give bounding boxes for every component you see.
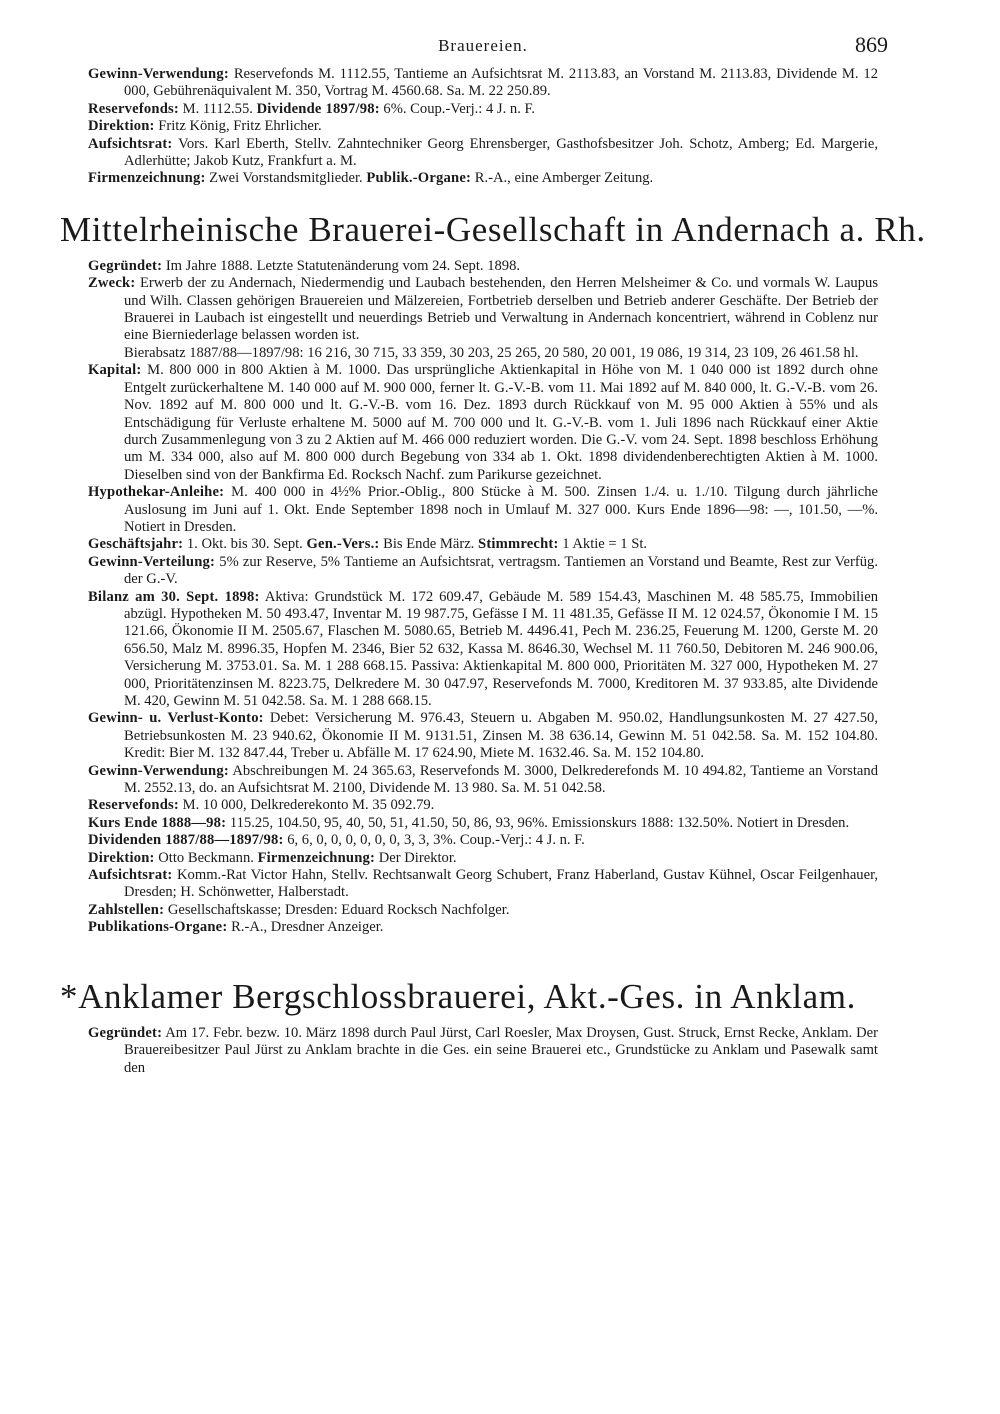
entry-key: Bilanz am 30. Sept. 1898: [88, 588, 260, 605]
entry-key: Gewinn-Verteilung: [88, 553, 216, 570]
entry [88, 710, 878, 762]
entry-text: R.-A., eine Amberger Zeitung. [474, 170, 654, 187]
entry-text: Der Direktor. [378, 849, 457, 866]
entry [88, 275, 878, 345]
entry-key: Reservefonds: [88, 797, 179, 814]
entry-key: Publik.-Organe: [366, 170, 472, 187]
entry-text: Fritz König, Fritz Ehrlicher. [158, 118, 322, 135]
running-head [88, 32, 888, 66]
entry-key: Gegründet: [88, 1024, 163, 1041]
entry-text: Reservefonds M. 1112.55, Tantieme an Aufsichtsrat M. 2113.83, an Vorstand M. 2113.83, Dividende M. 12 000, Gebührenäquivalent M. 350, Vortrag M. 4560.68. Sa. M. 22 250.89. [124, 66, 878, 100]
page-number: 869 [855, 32, 888, 57]
entry-key: Firmenzeichnung: [257, 849, 376, 866]
entry-text: M. 400 000 in 4½% Prior.-Oblig., 800 Stücke à M. 500. Zinsen 1./4. u. 1./10. Tilgung durch jährliche Auslosung im Juni auf 1. Okt. Ende September 1898 noch in Umlauf M. 327 000. Kurs Ende 1896—98: —, 101.50, —%. Notiert in Dresden. [124, 484, 878, 535]
entry-text: Zwei Vorstandsmitglieder. [209, 170, 363, 187]
entry-text: M. 1112.55. [182, 100, 253, 117]
entry-key: Gegründet: [88, 257, 163, 274]
page [60, 32, 926, 1077]
entry-text: 1 Aktie = 1 St. [562, 536, 648, 553]
entry-key: Geschäftsjahr: [88, 536, 184, 553]
entry-text: Bis Ende März. [383, 536, 475, 553]
entry-text: Abschreibungen M. 24 365.63, Reservefonds M. 3000, Delkrederefonds M. 10 494.82, Tantieme an Vorstand M. 2552.13, do. an Aufsichtsrat M. 2100, Dividende M. 13 980. Sa. M. 51 042.58. [124, 762, 878, 797]
entry-key: Reservefonds: [88, 100, 179, 117]
entry [88, 850, 878, 867]
entry [88, 832, 878, 849]
entry-text: 6, 6, 0, 0, 0, 0, 0, 0, 3, 3, 3%. Coup.-Verj.: 4 J. n. F. [287, 832, 585, 849]
entry-text: Am 17. Febr. bezw. 10. März 1898 durch Paul Jürst, Carl Roesler, Max Droysen, Gust. Struck, Ernst Recke, Anklam. Der Brauereibesitzer Paul Jürst zu Anklam brachte in die Ges. ein seine Brauerei etc., Grundstücke zu Anklam und Pasewalk samt den [124, 1024, 879, 1076]
entry [88, 815, 878, 832]
entry-key: Dividende 1897/98: [256, 100, 380, 117]
entry [88, 536, 878, 553]
entry-key: Stimmrecht: [478, 536, 559, 553]
entry [88, 763, 878, 798]
entry [88, 118, 878, 135]
entry-text: Debet: Versicherung M. 976.43, Steuern u. Abgaben M. 950.02, Handlungsunkosten M. 27 427.50, Betriebsunkosten M. 23 940.62, Ökonomie II M. 9131.51, Zinsen M. 38 636.14, Gewinn M. 51 042.58. Sa. M. 152 104.80. Kredit: Bier M. 132 847.44, Treber u. Abfälle M. 17 624.90, Miete M. 1632.46. Sa. M. 152 104.80. [124, 710, 878, 762]
company-section [88, 258, 878, 937]
entry-text: Otto Beckmann. [158, 849, 254, 866]
entry [88, 554, 878, 589]
entry [88, 797, 878, 814]
entry-key: Gewinn-Verwendung: [88, 66, 229, 82]
company-section [88, 1025, 878, 1077]
entry-key: Gen.-Vers.: [306, 536, 380, 553]
entry-key: Zweck: [88, 275, 136, 292]
entry-key: Gewinn- u. Verlust-Konto: [88, 710, 264, 727]
entry-text: 115.25, 104.50, 95, 40, 50, 51, 41.50, 50, 86, 93, 96%. Emissionskurs 1888: 132.50%. Notiert in Dresden. [229, 814, 850, 831]
entry [88, 170, 878, 187]
entry [88, 136, 878, 171]
entry-text: 6%. Coup.-Verj.: 4 J. n. F. [383, 100, 536, 117]
entry [88, 902, 878, 919]
entry-text: M. 800 000 in 800 Aktien à M. 1000. Das ursprüngliche Aktienkapital in Höhe von M. 1 040 000 ist 1892 durch ohne Entgelt zurückerhaltene M. 140 000 auf M. 900 000, ferner lt. G.-V.-B. vom 11. Mai 1892 auf M. 840 000, lt. G.-V.-B. vom 26. Nov. 1892 auf M. 800 000 und lt. G.-V.-B. vom 16. Dez. 1893 durch Rückkauf von M. 95 000 Aktien à 55% und als Entschädigung für Verluste erhaltene M. 5000 auf M. 700 000 und lt. G.-V.-B. vom 1. Juli 1896 nach Rückkauf einer Aktie durch Zusammenlegung von 3 zu 2 Aktien auf M. 466 000 reduziert worden. Die G.-V. vom 24. Sept. 1898 beschloss Erhöhung um M. 334 000, also auf M. 800 000 durch Begebung von 334 ab 1. Okt. 1898 dividendenberechtigten Aktien à M. 1000. Dieselben sind von der Bankfirma Ed. Rocksch Nachf. zum Parikurse gezeichnet. [124, 362, 878, 483]
entry-key: Kapital: [88, 362, 142, 379]
entry [88, 362, 878, 484]
entry-key: Kurs Ende 1888—98: [88, 814, 227, 831]
entry [88, 345, 878, 362]
entry-key: Zahlstellen: [88, 901, 165, 918]
entry-text: Im Jahre 1888. Letzte Statutenänderung vom 24. Sept. 1898. [165, 257, 521, 274]
entry-text: Erwerb der zu Andernach, Niedermendig und Laubach bestehenden, den Herren Melsheimer & Co. und vormals W. Laupus und Wilh. Classen gehörigen Brauereien und Mälzereien, Fortbetrieb derselben und Betrieb anderer Geschäfte. Der Betrieb der Brauerei in Laubach ist eingestellt und neuerdings Betrieb und Verwaltung in Andernach koncentriert, während in Coblenz nur eine Bierniederlage belassen worden ist. [124, 275, 878, 344]
entry [88, 484, 878, 536]
entry [88, 867, 878, 902]
entry-text: Gesellschaftskasse; Dresden: Eduard Rocksch Nachfolger. [167, 901, 510, 918]
entry [88, 258, 878, 275]
prev-company-section [88, 66, 878, 188]
entry [88, 589, 878, 711]
entry-key: Direktion: [88, 849, 155, 866]
entry-key: Direktion: [88, 118, 155, 135]
entry-key: Firmenzeichnung: [88, 170, 206, 187]
entry [88, 101, 878, 118]
entry-text: 5% zur Reserve, 5% Tantieme an Aufsichtsrat, vertragsm. Tantiemen an Vorstand und Beamte, Rest zur Verfüg. der G.-V. [124, 553, 878, 588]
entry-key: Publikations-Organe: [88, 919, 228, 936]
entry-text: Vors. Karl Eberth, Stellv. Zahntechniker Georg Ehrensberger, Gasthofsbesitzer Joh. Schotz, Amberg; Ed. Margerie, Adlerhütte; Jakob Kutz, Frankfurt a. M. [124, 135, 878, 170]
entry-key: Gewinn-Verwendung: [88, 762, 229, 779]
entry-key: Aufsichtsrat: [88, 135, 173, 152]
company-title: Mittelrheinische Brauerei-Gesellschaft in Andernach a. Rh. [60, 209, 926, 249]
entry [88, 1025, 878, 1077]
entry-text: Aktiva: Grundstück M. 172 609.47, Gebäude M. 589 154.43, Maschinen M. 48 585.75, Immobilien abzügl. Hypotheken M. 50 493.47, Inventar M. 19 987.75, Gefässe I M. 11 481.35, Gefässe II M. 12 024.57, Ökonomie I M. 15 121.66, Ökonomie II M. 2505.67, Flaschen M. 5080.65, Betrieb M. 4496.41, Pech M. 236.25, Feuerung M. 1200, Gerste M. 20 656.50, Malz M. 8996.35, Hopfen M. 2346, Bier 52 632, Kassa M. 8646.30, Wechsel M. 11 760.50, Debitoren M. 246 900.06, Versicherung M. 3753.01. Sa. M. 1 288 668.15. Passiva: Aktienkapital M. 800 000, Prioritäten M. 327 000, Hypotheken M. 27 000, Prioritätenzinsen M. 8223.75, Delkredere M. 30 047.97, Reservefonds M. 7000, Kreditoren M. 37 933.85, alte Dividende M. 420, Gewinn M. 51 042.58. Sa. M. 1 288 668.15. [124, 588, 879, 709]
company-title: *Anklamer Bergschlossbrauerei, Akt.-Ges. in Anklam. [60, 976, 856, 1016]
entry-text: M. 10 000, Delkrederekonto M. 35 092.79. [182, 797, 435, 814]
entry [88, 919, 878, 936]
entry-key: Dividenden 1887/88—1897/98: [88, 832, 284, 849]
entry-text: Bierabsatz 1887/88—1897/98: 16 216, 30 715, 33 359, 30 203, 25 265, 20 580, 20 001, 19 086, 19 314, 23 109, 26 461.58 hl. [124, 344, 859, 361]
entry-text: R.-A., Dresdner Anzeiger. [231, 919, 384, 936]
running-head-title: Brauereien. [438, 36, 528, 55]
entry-text: Komm.-Rat Victor Hahn, Stellv. Rechtsanwalt Georg Schubert, Franz Haberland, Gustav Kühnel, Oscar Feilgenhauer, Dresden; H. Schönwetter, Halberstadt. [124, 867, 878, 901]
entry-key: Hypothekar-Anleihe: [88, 484, 225, 501]
entry [88, 66, 878, 101]
entry-key: Aufsichtsrat: [88, 867, 173, 884]
entry-text: 1. Okt. bis 30. Sept. [186, 536, 303, 553]
